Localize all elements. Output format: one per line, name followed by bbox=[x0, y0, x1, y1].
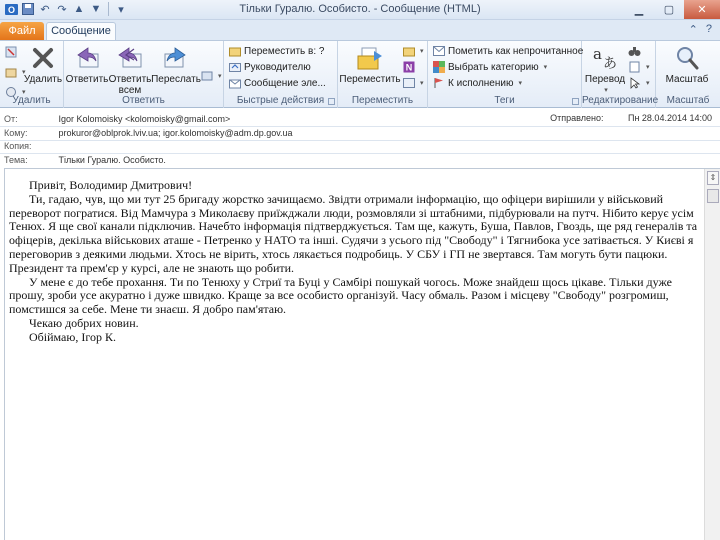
team-email-icon bbox=[228, 77, 241, 89]
mark-unread-label: Пометить как непрочитанное bbox=[448, 45, 584, 57]
body-paragraph: Ти, гадаю, чув, що ми тут 25 бригаду жорстко зачищаємо. Звідти отримали інформацію, що офіцери вирішили у військовий переворот погратися. Від Мамчура з Миколаєву приїжджали люди, розмовляли зі штабними, підбурювали на путч. Нібито керує усім Тенюх. Я ще свої канали підключив. Начебто інформація підтверджується. Там ще, кажуть, Буша, Павлов, Гвоздь, ще ряд генералів та офіцерів, декілька військових аташе - Петренко у НАТО та інші. Судячи з усього під "Свободу" і Тягнибока усе затівається. У Києві я переговорив з деякими людьми. Хтось не вірить, хтось лякається подробиць. У СБУ і ГП не звертався. Там могуть бути пацюки. Президент та прем'єр у курсі, але не знають що робити. bbox=[9, 191, 698, 275]
scroll-thumb[interactable] bbox=[707, 189, 719, 203]
delete-group-label: Удалить bbox=[12, 95, 51, 106]
editing-group bbox=[582, 41, 659, 108]
flag-icon bbox=[432, 77, 445, 89]
move-group-label: Переместить bbox=[351, 95, 414, 106]
reply-all-label: Ответить всем bbox=[108, 74, 152, 96]
delete-group bbox=[0, 41, 64, 108]
more-respond-icon bbox=[200, 70, 213, 82]
actions-icon bbox=[402, 77, 415, 89]
to-label: Кому: bbox=[4, 128, 28, 138]
window-controls bbox=[624, 0, 720, 19]
title-bar bbox=[0, 0, 720, 20]
up-arrow-icon[interactable]: ▲ bbox=[73, 3, 85, 15]
follow-up-button[interactable]: К исполнению ▾ bbox=[432, 76, 522, 90]
quick-step-team-email[interactable] bbox=[228, 76, 326, 90]
quick-step-manager-label: Руководителю bbox=[244, 61, 311, 73]
close-icon[interactable]: ✕ bbox=[684, 0, 720, 19]
categorize-label: Выбрать категорию bbox=[448, 61, 539, 73]
reply-all-button[interactable] bbox=[110, 44, 150, 96]
magnifier-icon bbox=[671, 44, 703, 72]
cc-row bbox=[4, 140, 56, 153]
onenote-button[interactable] bbox=[402, 60, 415, 74]
quick-step-team-email-label: Сообщение эле... bbox=[244, 77, 326, 89]
categorize-button[interactable]: Выбрать категорию ▾ bbox=[432, 60, 547, 74]
binoculars-icon bbox=[628, 45, 641, 57]
tags-launcher[interactable] bbox=[572, 98, 579, 105]
reply-button[interactable] bbox=[65, 44, 109, 85]
subject-value: Тільки Гуралю. Особисто. bbox=[58, 155, 166, 165]
tab-message[interactable]: Сообщение bbox=[46, 22, 116, 41]
sent-value: Пн 28.04.2014 14:00 bbox=[627, 113, 712, 123]
redo-icon[interactable]: ↷ bbox=[57, 3, 67, 16]
move-group bbox=[338, 41, 428, 108]
from-row bbox=[4, 113, 230, 126]
svg-text:N: N bbox=[405, 62, 412, 73]
rules-icon bbox=[402, 45, 415, 57]
select-button[interactable]: ▾ bbox=[628, 76, 650, 90]
from-value[interactable]: Igor Kolomoisky <kolomoisky@gmail.com> bbox=[58, 114, 231, 124]
translate-icon bbox=[589, 44, 621, 72]
ribbon-tabs bbox=[0, 20, 720, 40]
sent-label: Отправлено: bbox=[550, 113, 604, 123]
svg-text:a: a bbox=[593, 45, 602, 63]
translate-dropdown-icon[interactable]: ▾ bbox=[604, 87, 608, 94]
undo-icon[interactable]: ↶ bbox=[40, 3, 50, 16]
svg-text:あ: あ bbox=[603, 56, 617, 71]
onenote-icon bbox=[402, 61, 415, 73]
find-button[interactable] bbox=[628, 44, 641, 58]
signature-paragraph: Обіймаю, Ігор К. bbox=[29, 329, 116, 344]
respond-group-label: Ответить bbox=[122, 95, 165, 106]
follow-up-label: К исполнению bbox=[448, 77, 514, 89]
header-divider bbox=[0, 140, 720, 141]
folder-move-icon bbox=[228, 45, 241, 57]
zoom-group-label: Масштаб bbox=[666, 95, 710, 106]
related-icon bbox=[628, 61, 641, 73]
greeting-paragraph: Привіт, Володимир Дмитрович! bbox=[29, 178, 193, 192]
sent-row bbox=[550, 113, 712, 123]
body-paragraph: У мене є до тебе прохання. Ти по Тенюху у Стриї та Буці у Самбірі пошукай чогось. Може знайдеш щось цікаве. Тільки дуже прошу, зроби усе акуратно і дуже швидко. Краще за все особисто організуй. Часу обмаль. Разом і місцеву "Свободу" розгромиш, помстишся за себе. Мене ти знаєш. Я добро пам'ятаю. bbox=[9, 274, 672, 317]
zoom-group bbox=[656, 41, 720, 108]
envelope-icon bbox=[432, 45, 445, 57]
vertical-scrollbar[interactable] bbox=[704, 169, 720, 540]
tab-file[interactable]: Файл bbox=[0, 22, 44, 40]
quick-step-move-to[interactable] bbox=[228, 44, 324, 58]
message-header bbox=[0, 109, 720, 167]
more-respond-button[interactable]: ▾ bbox=[200, 69, 222, 83]
svg-text:O: O bbox=[7, 4, 15, 15]
ignore-button[interactable] bbox=[4, 45, 17, 59]
quick-steps-group-label: Быстрые действия bbox=[236, 95, 325, 106]
cursor-icon bbox=[628, 77, 641, 89]
zoom-button[interactable] bbox=[664, 44, 710, 85]
rules-button[interactable]: ▾ bbox=[402, 44, 424, 58]
window-title: Тільки Гуралю. Особисто. - Сообщение (HTML) bbox=[239, 3, 481, 15]
subject-row bbox=[4, 154, 166, 167]
message-body[interactable] bbox=[4, 168, 720, 540]
tags-group bbox=[428, 41, 582, 108]
reply-icon bbox=[71, 44, 103, 72]
forward-button[interactable] bbox=[151, 44, 201, 85]
junk-button[interactable]: ▾ bbox=[4, 85, 26, 99]
category-icon bbox=[432, 61, 445, 73]
from-label: От: bbox=[4, 114, 18, 124]
reply-all-icon bbox=[114, 44, 146, 72]
down-arrow-icon[interactable]: ▼ bbox=[90, 3, 102, 15]
maximize-icon[interactable]: ▢ bbox=[663, 4, 675, 16]
quick-steps-group bbox=[224, 41, 338, 108]
forward-icon bbox=[160, 44, 192, 72]
customize-qat-icon[interactable]: ▾ bbox=[118, 3, 124, 16]
help-icon[interactable]: ? bbox=[705, 23, 712, 35]
delete-icon bbox=[27, 44, 59, 72]
editing-group-label: Редактирование bbox=[582, 95, 659, 106]
ruler-toggle-icon[interactable]: ⇕ bbox=[707, 171, 719, 185]
message-text bbox=[9, 179, 701, 345]
to-row bbox=[4, 127, 293, 140]
forward-label: Переслать bbox=[151, 74, 201, 85]
cleanup-icon bbox=[4, 66, 17, 78]
minimize-ribbon-icon[interactable]: ⌃ bbox=[688, 24, 698, 36]
mark-unread-button[interactable] bbox=[432, 44, 583, 58]
actions-button[interactable]: ▾ bbox=[402, 76, 424, 90]
quick-steps-launcher[interactable] bbox=[328, 98, 335, 105]
cc-label: Копия: bbox=[4, 141, 32, 151]
quick-step-manager[interactable] bbox=[228, 60, 311, 74]
delete-label: Удалить bbox=[23, 74, 63, 85]
zoom-label: Масштаб bbox=[665, 74, 709, 85]
tags-group-label: Теги bbox=[494, 95, 515, 106]
move-label: Переместить bbox=[339, 74, 401, 85]
respond-group bbox=[64, 41, 224, 108]
quick-step-move-to-label: Переместить в: ? bbox=[244, 45, 325, 57]
translate-label: Перевод bbox=[584, 74, 626, 85]
ribbon-help-icons bbox=[689, 23, 712, 36]
related-button[interactable]: ▾ bbox=[628, 60, 650, 74]
move-button[interactable] bbox=[339, 44, 401, 85]
subject-label: Тема: bbox=[4, 155, 28, 165]
translate-button[interactable] bbox=[584, 44, 626, 96]
manager-icon bbox=[228, 61, 241, 73]
delete-button[interactable] bbox=[24, 44, 62, 85]
minimize-icon[interactable]: ▁ bbox=[634, 4, 644, 16]
ribbon bbox=[0, 40, 720, 108]
body-paragraph: Чекаю добрих новин. bbox=[29, 315, 139, 330]
move-folder-icon bbox=[354, 44, 386, 72]
reply-label: Ответить bbox=[65, 74, 109, 85]
to-value[interactable]: prokuror@oblprok.lviv.ua; igor.kolomoisky@adm.dp.gov.ua bbox=[58, 128, 293, 138]
cleanup-button[interactable]: ▾ bbox=[4, 65, 26, 79]
ignore-icon bbox=[4, 46, 17, 58]
